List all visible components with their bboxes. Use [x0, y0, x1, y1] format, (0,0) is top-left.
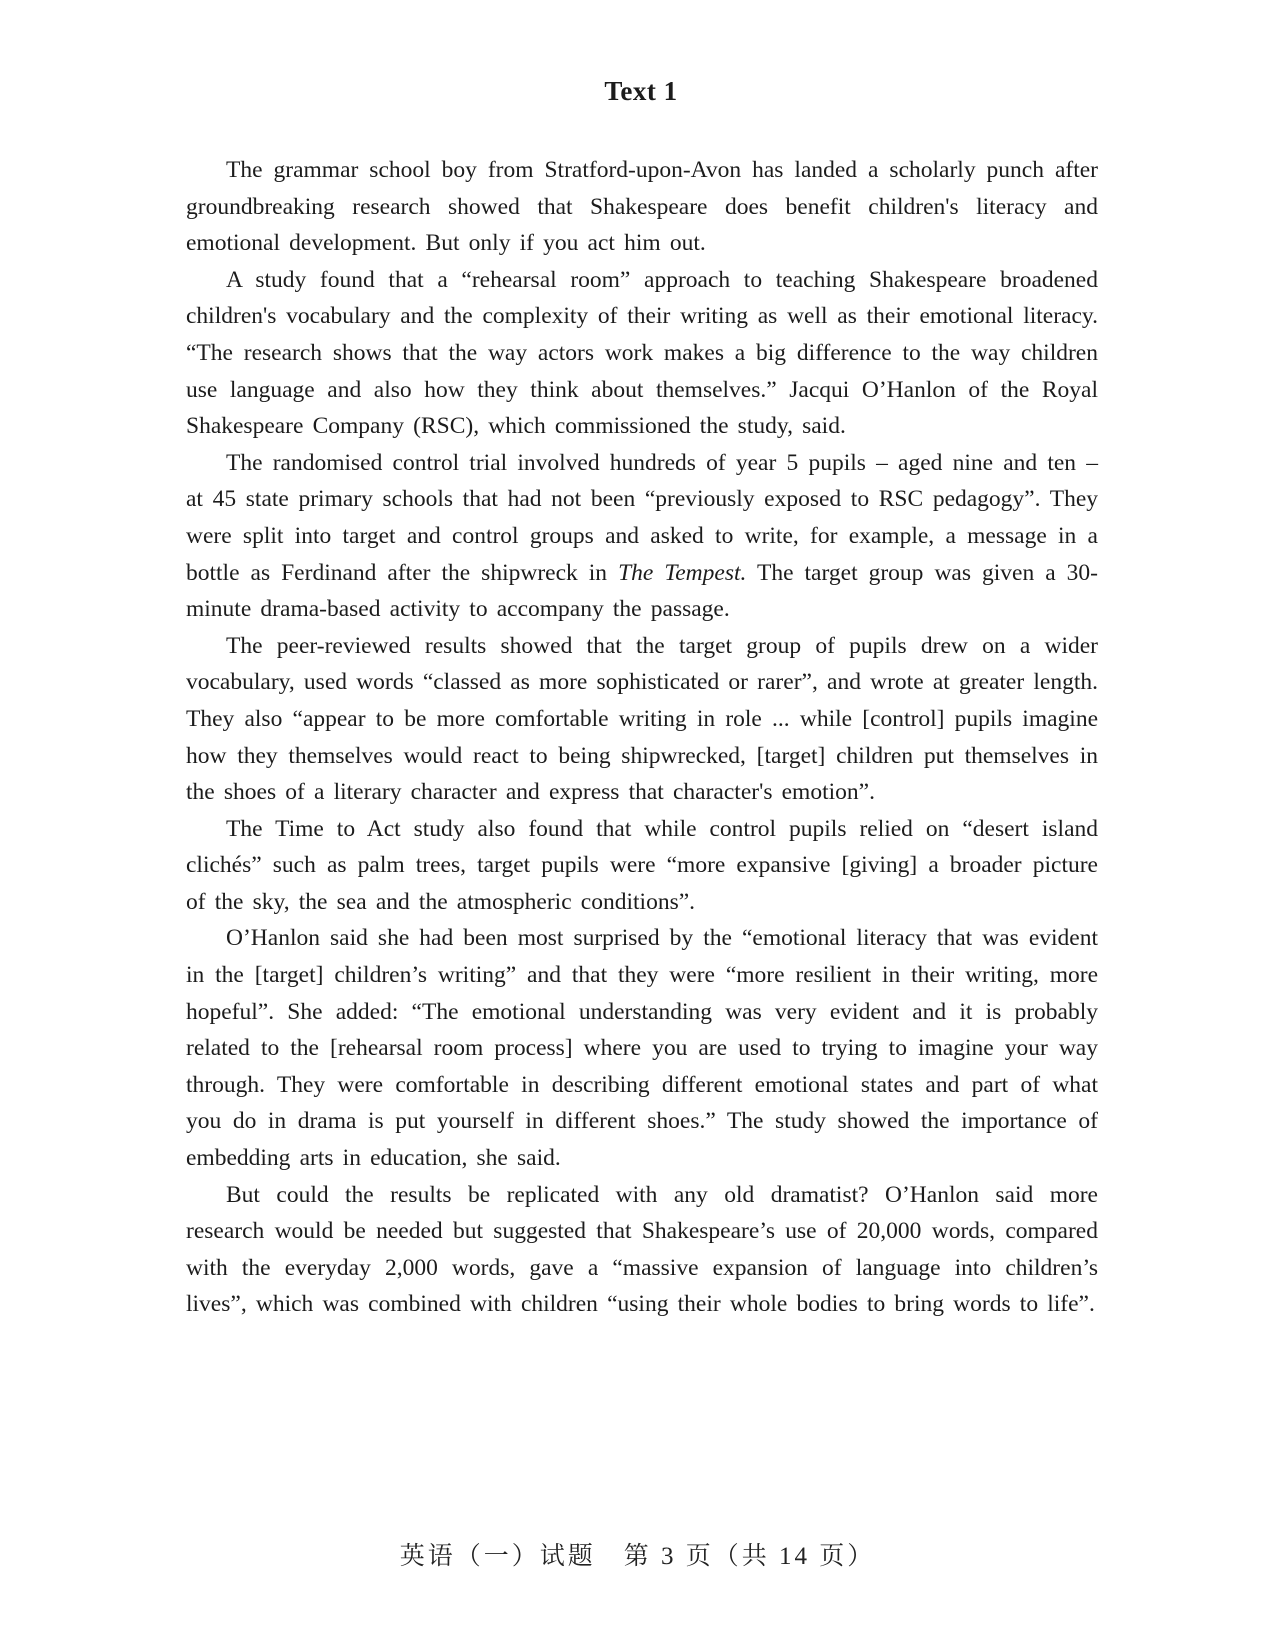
paragraph-3-text-a: The randomised control trial involved hundreds of year 5 pupils – aged nine and ten – at 45 state primary schools that had not been “previously exposed to RSC pedagogy”. They were split into target and control groups and asked to write, for example, a message in a bottle as Ferdinand after the shipwreck in — [186, 449, 1098, 586]
paragraph-6-text: O’Hanlon said she had been most surprised by the “emotional literacy that was evident in the [target] children’s writing” and that they were “more resilient in their writing, more hopeful”. She added: “The emotional understanding was very evident and it is probably related to the [rehearsal room process] where you are used to trying to imagine your way through. They were comfortable in describing different emotional states and part of what you do in drama is put yourself in different shoes.” The study showed the importance of embedding arts in education, she said. — [186, 925, 1098, 1172]
paragraph-6 — [186, 920, 1098, 1176]
paragraph-4-text: The peer-reviewed results showed that the target group of pupils drew on a wider vocabulary, used words “classed as more sophisticated or rarer”, and wrote at greater length. They also “appear to be more comfortable writing in role ... while [control] pupils imagine how they themselves would react to being shipwrecked, [target] children put themselves in the shoes of a literary character and express that character's emotion”. — [186, 632, 1098, 806]
paragraph-4 — [186, 628, 1098, 811]
paragraph-7 — [186, 1177, 1098, 1323]
paragraph-1 — [186, 152, 1098, 262]
paragraph-7-text: But could the results be replicated with any old dramatist? O’Hanlon said more research would be needed but suggested that Shakespeare’s use of 20,000 words, compared with the everyday 2,000 words, gave a “massive expansion of language into children’s lives”, which was combined with children “using their whole bodies to bring words to life”. — [186, 1181, 1098, 1318]
page-footer: 英语（一）试题 第 3 页（共 14 页） — [399, 1543, 876, 1570]
paragraph-1-text: The grammar school boy from Stratford-upon-Avon has landed a scholarly punch after groundbreaking research showed that Shakespeare does benefit children's literacy and emotional development. But only if you act him out. — [186, 157, 1098, 257]
paragraph-2-text: A study found that a “rehearsal room” approach to teaching Shakespeare broadened children's vocabulary and the complexity of their writing as well as their emotional literacy. “The research shows that the way actors work makes a big difference to the way children use language and also how they think about themselves.” Jacqui O’Hanlon of the Royal Shakespeare Company (RSC), which commissioned the study, said. — [186, 266, 1098, 440]
paragraph-3 — [186, 445, 1098, 628]
paragraph-2 — [186, 262, 1098, 445]
text-section-title: Text 1 — [604, 76, 678, 106]
paragraph-5-text: The Time to Act study also found that while control pupils relied on “desert island clichés” such as palm trees, target pupils were “more expansive [giving] a broader picture of the sky, the sea and the atmospheric conditions”. — [186, 815, 1098, 915]
reading-passage — [186, 152, 1098, 1323]
paragraph-5 — [186, 811, 1098, 921]
paragraph-3-text-b: The target group was given a 30-minute drama-based activity to accompany the passage. — [186, 559, 1098, 623]
paragraph-3-book-title: The Tempest. — [618, 559, 747, 586]
